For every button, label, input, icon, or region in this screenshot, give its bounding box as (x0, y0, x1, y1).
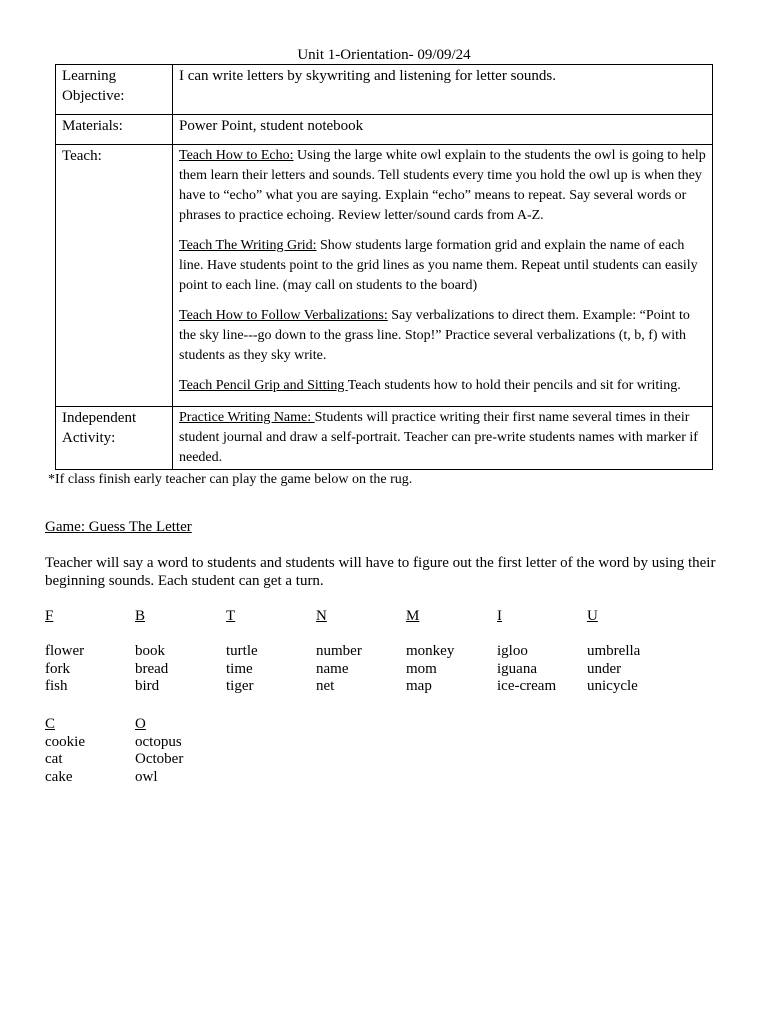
word: igloo (497, 643, 528, 659)
teach-echo (179, 146, 706, 226)
independent-activity-label (56, 407, 173, 470)
letter-column-i (497, 608, 556, 696)
teach-pencil-grip-text: Teach students how to hold their pencils and sit for writing. (347, 378, 681, 393)
row-materials (56, 115, 713, 145)
letter-heading: O (135, 716, 146, 732)
letter-column-t (226, 608, 258, 696)
word: mom (406, 660, 437, 677)
word: bread (135, 660, 169, 677)
letter-column-f (45, 608, 84, 696)
word: tiger (226, 678, 254, 694)
word: ice-cream (497, 678, 557, 694)
learning-objective-label (56, 65, 173, 115)
letter-heading: U (587, 608, 598, 624)
teach-label: Teach: (56, 145, 173, 407)
word: number (316, 643, 362, 659)
letter-column-m (406, 608, 454, 696)
game-title: Game: Guess The Letter (45, 519, 192, 535)
word: cat (45, 751, 63, 767)
independent-label-line2: Activity: (62, 430, 116, 446)
independent-activity-content (173, 407, 713, 470)
teach-verbalizations (179, 306, 706, 366)
materials-text: Power Point, student notebook (173, 115, 713, 145)
word: time (226, 660, 253, 677)
teach-writing-grid (179, 236, 706, 296)
row-teach (56, 145, 713, 407)
learning-objective-text: I can write letters by skywriting and listening for letter sounds. (173, 65, 713, 115)
early-finish-note: *If class finish early teacher can play the game below on the rug. (48, 472, 413, 487)
independent-text: Students will practice writing their first name several times in their student journal and draw a self-portrait. Teacher can pre-write students names with marker if needed. (179, 410, 698, 465)
teach-verbalizations-text: Say verbalizations to direct them. Example: “Point to the sky line---go down to the grass line. Stop!” Practice several verbalizations (t, b, f) with students as they sky write. (179, 308, 690, 363)
letter-column-u (587, 608, 640, 696)
teach-echo-heading: Teach How to Echo: (179, 148, 294, 163)
letter-column-b (135, 608, 168, 696)
row-learning-objective (56, 65, 713, 115)
teach-writing-grid-heading: Teach The Writing Grid: (179, 238, 317, 253)
word: monkey (406, 643, 455, 659)
word: cookie (45, 733, 85, 750)
learning-objective-label-line2: Objective: (62, 88, 125, 104)
letter-column-n (316, 608, 362, 696)
word: name (316, 660, 349, 677)
word: net (316, 678, 335, 694)
teach-writing-grid-text: Show students large formation grid and explain the name of each line. Have students point to the grid lines as you name them. Repeat until students can easily point to each line. (may call on students to the board) (179, 238, 698, 293)
word: flower (45, 643, 85, 659)
teach-pencil-grip (179, 376, 706, 396)
independent-heading: Practice Writing Name: (179, 410, 315, 425)
teach-verbalizations-heading: Teach How to Follow Verbalizations: (179, 308, 388, 323)
game-description: Teacher will say a word to students and students will have to figure out the first letter of the word by using their beginning sounds. Each student can get a turn. (45, 555, 716, 589)
word: October (135, 751, 184, 767)
letter-heading: I (497, 608, 502, 624)
word: turtle (226, 643, 258, 659)
letter-heading: M (406, 608, 420, 624)
teach-echo-text: Using the large white owl explain to the students the owl is going to help them learn their letters and sounds. Tell students every time you hold the owl up is when they have to “echo” what you are saying. Explain “echo” means to repeat. Say several words or phrases to practice echoing. Review letter/sound cards from A-Z. (179, 148, 706, 223)
letter-column-o (135, 716, 183, 786)
word: under (587, 660, 622, 677)
teach-pencil-grip-heading: Teach Pencil Grip and Sitting (179, 378, 348, 393)
word: owl (135, 768, 158, 785)
letter-heading: B (135, 608, 146, 624)
materials-label: Materials: (56, 115, 173, 145)
word: fish (45, 678, 68, 694)
document-title: Unit 1-Orientation- 09/09/24 (297, 47, 471, 63)
letter-column-c (45, 716, 85, 786)
row-independent-activity (56, 407, 713, 470)
lesson-plan-table (55, 64, 713, 470)
word: map (406, 678, 432, 694)
word: octopus (135, 733, 182, 750)
teach-content (173, 145, 713, 407)
learning-objective-label-line1: Learning (62, 68, 117, 84)
letter-heading: N (316, 608, 327, 624)
word: unicycle (587, 678, 638, 694)
independent-label-line1: Independent (62, 410, 137, 426)
word: cake (45, 768, 73, 785)
word: umbrella (587, 643, 641, 659)
word: iguana (497, 660, 537, 677)
word: book (135, 643, 165, 659)
word: fork (45, 660, 70, 677)
word: bird (135, 678, 160, 694)
letter-heading: T (226, 608, 236, 624)
letter-heading: C (45, 716, 56, 732)
letter-heading: F (45, 608, 54, 624)
